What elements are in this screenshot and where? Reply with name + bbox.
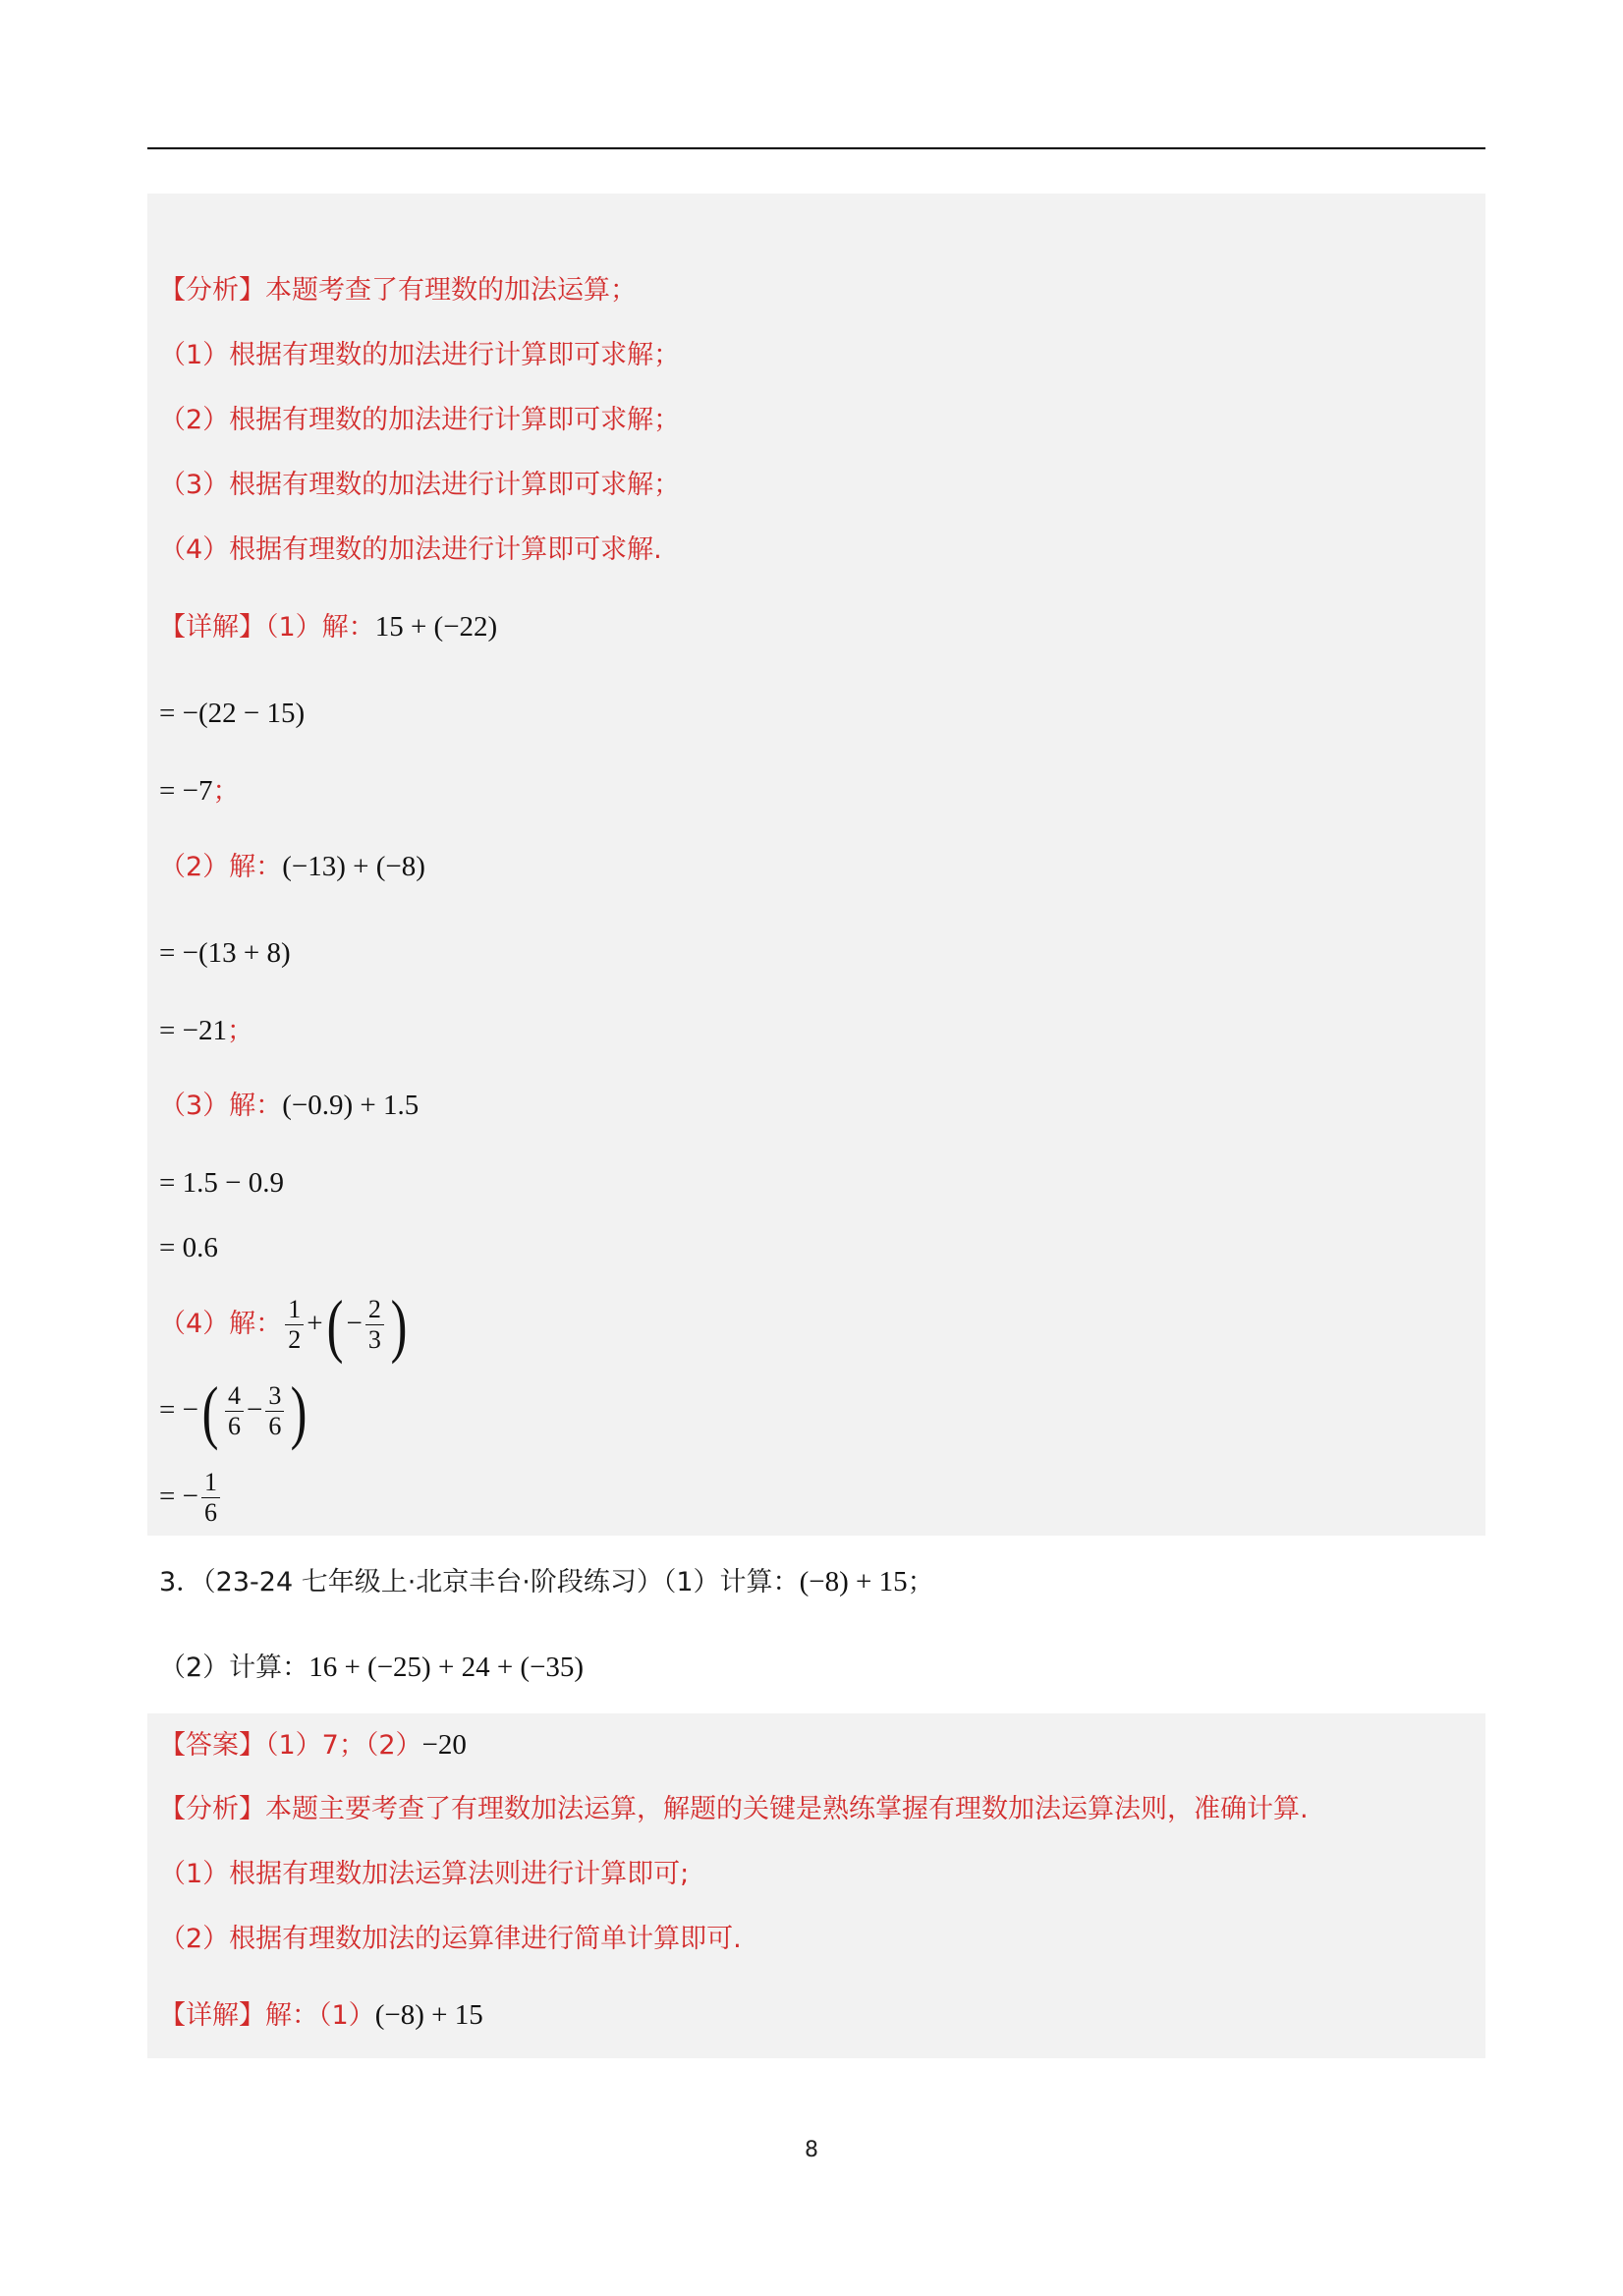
p4-step2-fraction: $\frac{1}{6}$ [201, 1468, 220, 1528]
p1-label: （1）解： [265, 612, 375, 643]
p4-step1-fraction-a: $\frac{4}{6}$ [225, 1381, 244, 1441]
analysis-line [159, 271, 637, 310]
p4-step-1: = −( $\frac{4}{6}$ − $\frac{3}{6}$ ) [159, 1372, 308, 1451]
detail-line-p3 [159, 1086, 419, 1126]
detail-text-2: 解：（1） [265, 2000, 375, 2031]
answer-value: −20 [421, 1729, 467, 1761]
header-rule [147, 147, 1485, 149]
p2-step-1: = −(13 + 8) [159, 937, 291, 969]
analysis-step-4: （4）根据有理数的加法进行计算即可求解. [159, 534, 662, 565]
p1-step-2: = −7； [159, 775, 240, 807]
analysis-step-1: （1）根据有理数的加法进行计算即可求解； [159, 340, 681, 370]
question-3-line-1: 3．（23-24 七年级上·北京丰台·阶段练习）（1）计算：(−8) + 15； [159, 1566, 934, 1597]
p1-expression: 15 + (−22) [374, 611, 498, 643]
detail-tag-2: 【详解】 [159, 2000, 265, 2031]
answer-line [159, 1725, 467, 1765]
question-3-part2-label: （2）计算： [159, 1652, 309, 1683]
analysis-text: 本题考查了有理数的加法运算； [265, 275, 637, 306]
analysis-tag: 【分析】 [159, 275, 265, 306]
question-3-header: 3．（23-24 七年级上·北京丰台·阶段练习）（1）计算： [159, 1567, 800, 1597]
p2-label: （2）解： [159, 852, 283, 882]
p3-step-1: = 1.5 − 0.9 [159, 1167, 284, 1199]
p4-fraction-1: $\frac{1}{2}$ [285, 1295, 304, 1355]
question-3-line-2 [159, 1648, 584, 1688]
p4-step1-fraction-b: $\frac{3}{6}$ [265, 1381, 284, 1441]
question-3-expr-1: (−8) + 15 [799, 1566, 908, 1597]
detail-line-p1 [159, 607, 497, 647]
p1-step-1: = −(22 − 15) [159, 698, 306, 729]
analysis-line-2 [159, 1790, 1309, 1829]
detail-line-2 [159, 1995, 483, 2036]
analysis-2-step-1: （1）根据有理数加法运算法则进行计算即可; [159, 1859, 690, 1889]
analysis-step-2: （2）根据有理数的加法进行计算即可求解； [159, 405, 681, 435]
p2-step-2: = −21； [159, 1015, 253, 1046]
page-number: 8 [805, 2138, 818, 2162]
detail-expr-2: (−8) + 15 [374, 1999, 483, 2031]
detail-line-p2 [159, 847, 425, 887]
analysis-step-3: （3）根据有理数的加法进行计算即可求解； [159, 470, 681, 500]
answer-tag: 【答案】 [159, 1730, 265, 1761]
question-3-expr-2: 16 + (−25) + 24 + (−35) [308, 1652, 585, 1683]
detail-line-p4: （4）解： $\frac{1}{2}$ +( − $\frac{2}{3}$ ) [159, 1285, 408, 1365]
answer-text: （1）7；（2） [265, 1730, 422, 1761]
p3-step-2: = 0.6 [159, 1232, 218, 1263]
analysis-2-step-2: （2）根据有理数加法的运算律进行简单计算即可. [159, 1924, 742, 1954]
analysis-tag-2: 【分析】 [159, 1794, 265, 1824]
p2-expression: (−13) + (−8) [282, 851, 425, 882]
analysis-text-2: 本题主要考查了有理数加法运算，解题的关键是熟练掌握有理数加法运算法则，准确计算. [265, 1794, 1309, 1824]
p4-label: （4）解： [159, 1309, 283, 1339]
detail-tag: 【详解】 [159, 612, 265, 643]
p4-step-2: = − $\frac{1}{6}$ [159, 1462, 223, 1532]
p3-expression: (−0.9) + 1.5 [282, 1090, 420, 1121]
p3-label: （3）解： [159, 1091, 283, 1121]
p4-fraction-2: $\frac{2}{3}$ [365, 1295, 384, 1355]
